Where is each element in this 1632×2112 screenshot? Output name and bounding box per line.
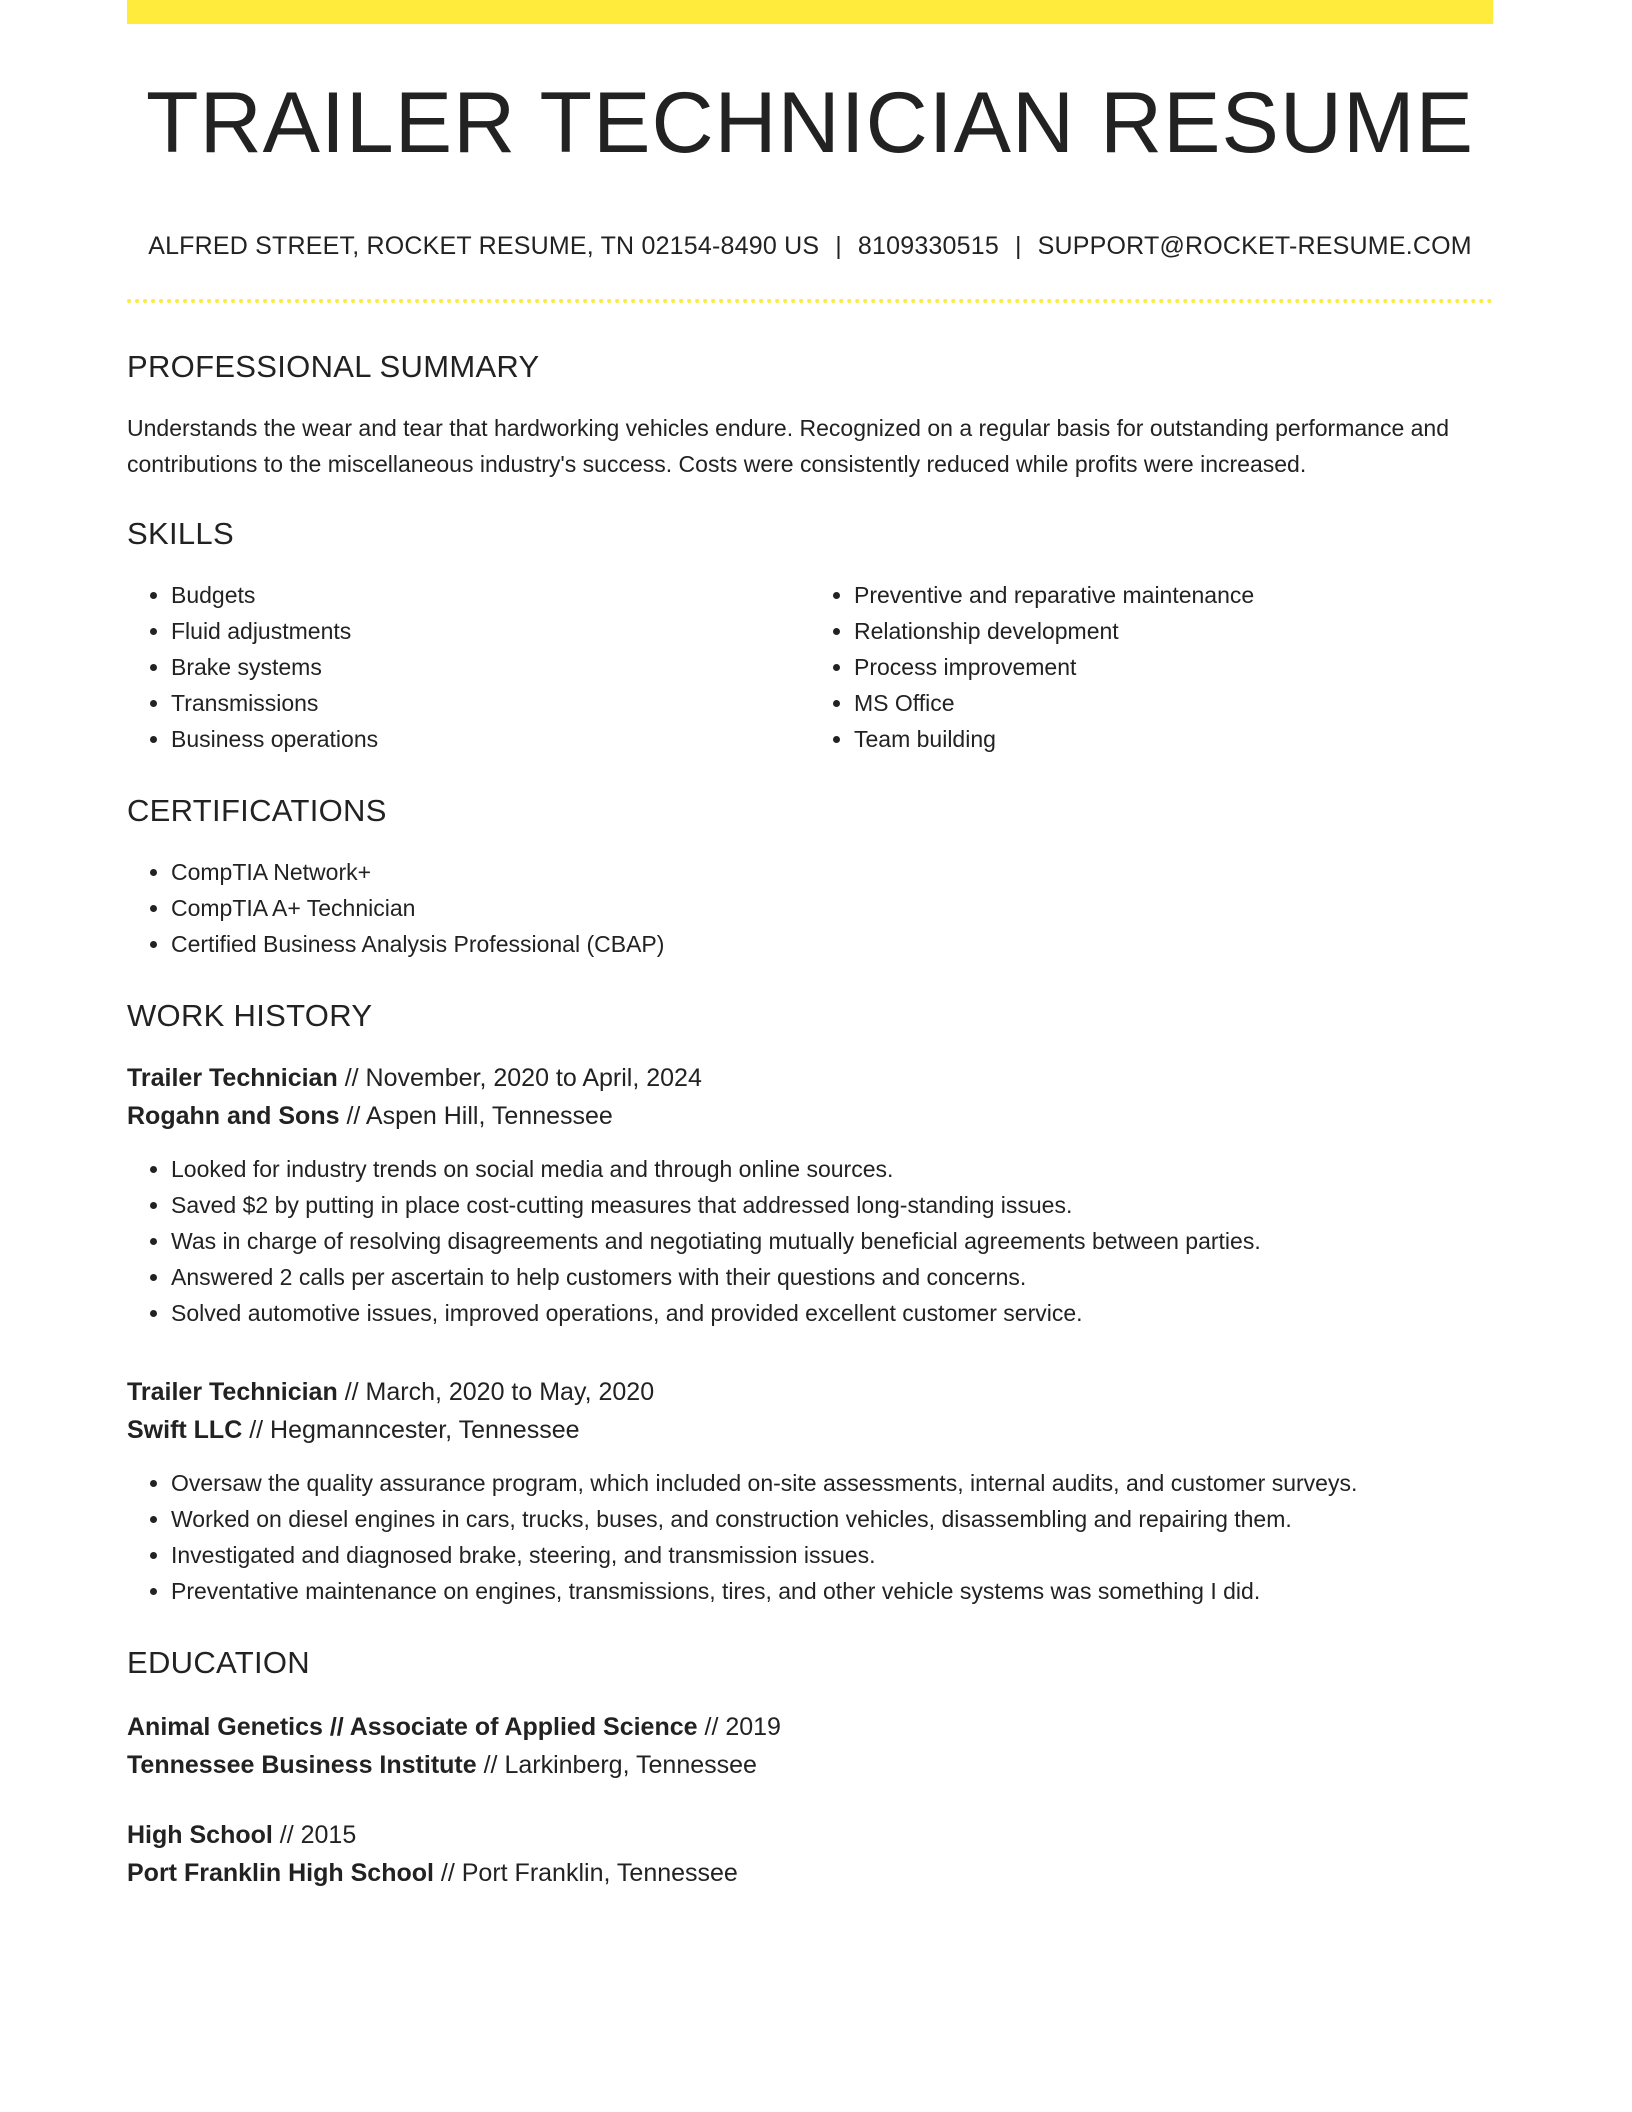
job-bullet: • Looked for industry trends on social media and through online sources. — [171, 1151, 1493, 1187]
job-entry — [127, 1373, 1493, 1609]
education-degree: High School — [127, 1821, 273, 1849]
education-degree-line — [127, 1708, 1493, 1746]
skills-list-right — [810, 577, 1493, 757]
skill-item: • Preventive and reparative maintenance — [854, 577, 1493, 613]
job-bullet-list — [127, 1151, 1493, 1331]
contact-address: ALFRED STREET, ROCKET RESUME, TN 02154-8490 US — [148, 232, 820, 260]
education-year: // 2019 — [704, 1713, 781, 1741]
certifications-heading: CERTIFICATIONS — [127, 793, 387, 828]
education-entry — [127, 1708, 1493, 1784]
skill-item: • Process improvement — [854, 649, 1493, 685]
job-company-line — [127, 1411, 1493, 1449]
skills-columns — [127, 577, 1493, 757]
job-role: Trailer Technician — [127, 1378, 338, 1406]
job-location: // Aspen Hill, Tennessee — [346, 1102, 613, 1130]
contact-phone: 8109330515 — [857, 232, 999, 260]
job-title-line — [127, 1059, 1493, 1097]
job-dates: // March, 2020 to May, 2020 — [344, 1378, 655, 1406]
job-bullet: • Was in charge of resolving disagreements and negotiating mutually beneficial agreements between parties. — [171, 1223, 1493, 1259]
education-year: // 2015 — [279, 1821, 357, 1849]
certification-item: • CompTIA Network+ — [171, 854, 1493, 890]
skill-item: • Transmissions — [171, 685, 810, 721]
summary-text: Understands the wear and tear that hardworking vehicles endure. Recognized on a regular basis for outstanding performance and contributions to the miscellaneous industry's success. Costs were consistently reduced while profits were increased. — [127, 415, 1450, 477]
job-company: Rogahn and Sons — [127, 1102, 340, 1130]
top-accent-bar — [127, 0, 1493, 24]
work-history-heading: WORK HISTORY — [127, 998, 373, 1033]
skills-heading: SKILLS — [127, 516, 234, 551]
education-location: // Port Franklin, Tennessee — [440, 1859, 738, 1887]
skill-item: • Brake systems — [171, 649, 810, 685]
certification-item: • CompTIA A+ Technician — [171, 890, 1493, 926]
education-school-line — [127, 1746, 1493, 1784]
skill-item: • Team building — [854, 721, 1493, 757]
job-title-line — [127, 1373, 1493, 1411]
resume-title: TRAILER TECHNICIAN RESUME — [146, 75, 1474, 171]
job-company-line — [127, 1097, 1493, 1135]
job-bullet: • Solved automotive issues, improved operations, and provided excellent customer service. — [171, 1295, 1493, 1331]
education-school: Tennessee Business Institute — [127, 1751, 477, 1779]
job-bullet: • Investigated and diagnosed brake, steering, and transmission issues. — [171, 1537, 1493, 1573]
job-bullet: • Oversaw the quality assurance program, which included on-site assessments, internal audits, and customer surveys. — [171, 1465, 1493, 1501]
resume-page — [127, 0, 1493, 1892]
education-degree: Animal Genetics // Associate of Applied Science — [127, 1713, 698, 1741]
contact-separator: | — [1014, 232, 1022, 260]
job-location: // Hegmanncester, Tennessee — [249, 1416, 580, 1444]
contact-separator: | — [835, 232, 842, 260]
education-school-line — [127, 1854, 1493, 1892]
skill-item: • Relationship development — [854, 613, 1493, 649]
job-bullet-list — [127, 1465, 1493, 1609]
job-bullet: • Worked on diesel engines in cars, trucks, buses, and construction vehicles, disassembling and repairing them. — [171, 1501, 1493, 1537]
contact-line — [127, 234, 1493, 259]
job-role: Trailer Technician — [127, 1064, 338, 1092]
contact-email: SUPPORT@ROCKET-RESUME.COM — [1037, 232, 1472, 260]
skill-item: • MS Office — [854, 685, 1493, 721]
job-entry — [127, 1059, 1493, 1331]
education-degree-line — [127, 1816, 1493, 1854]
job-company: Swift LLC — [127, 1416, 243, 1444]
skill-item: • Fluid adjustments — [171, 613, 810, 649]
education-location: // Larkinberg, Tennessee — [483, 1751, 757, 1779]
job-bullet: • Saved $2 by putting in place cost-cutting measures that addressed long-standing issues. — [171, 1187, 1493, 1223]
skills-list-left — [127, 577, 810, 757]
education-heading: EDUCATION — [127, 1645, 310, 1680]
summary-heading: PROFESSIONAL SUMMARY — [127, 349, 540, 384]
education-school: Port Franklin High School — [127, 1859, 434, 1887]
skill-item: • Business operations — [171, 721, 810, 757]
dotted-divider — [127, 299, 1493, 303]
certifications-list — [127, 854, 1493, 962]
job-bullet: • Preventative maintenance on engines, transmissions, tires, and other vehicle systems was something I did. — [171, 1573, 1493, 1609]
job-dates: // November, 2020 to April, 2024 — [344, 1064, 702, 1092]
certification-item: • Certified Business Analysis Professional (CBAP) — [171, 926, 1493, 962]
job-bullet: • Answered 2 calls per ascertain to help customers with their questions and concerns. — [171, 1259, 1493, 1295]
education-entry — [127, 1816, 1493, 1892]
skill-item: • Budgets — [171, 577, 810, 613]
